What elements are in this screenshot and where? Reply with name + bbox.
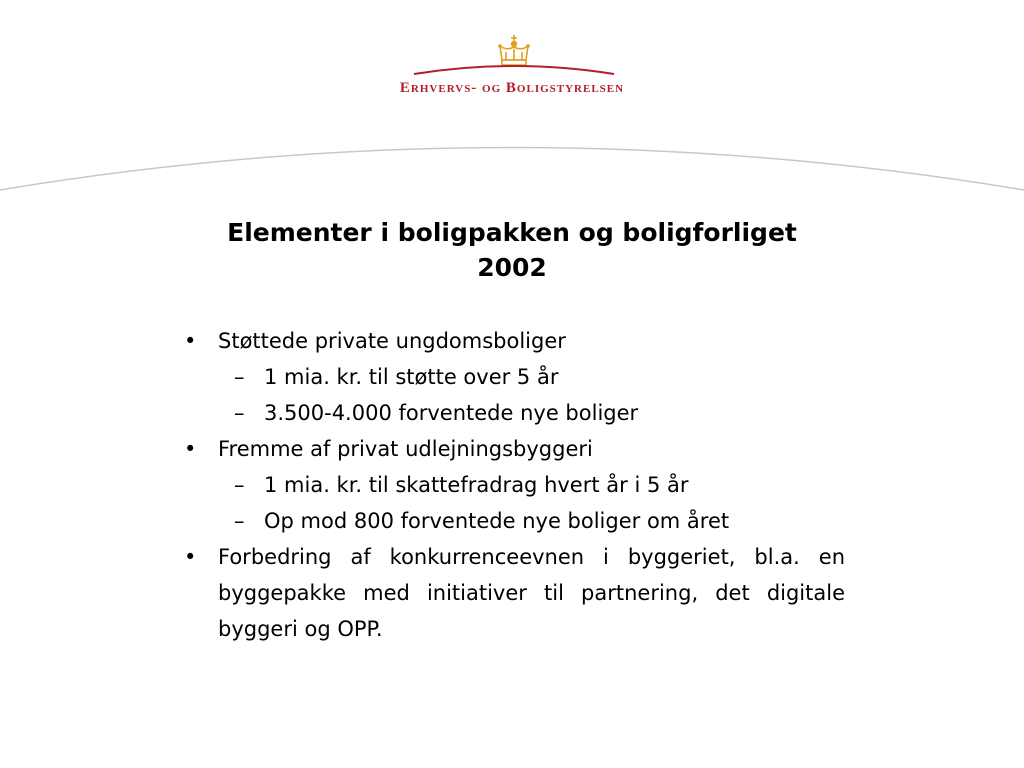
decorative-arc <box>0 130 1024 200</box>
dash-marker: – <box>234 509 245 533</box>
sub-list-item <box>180 395 845 431</box>
sub-list-item-text: 1 mia. kr. til støtte over 5 år <box>264 365 559 389</box>
title-line-2: 2002 <box>477 253 547 282</box>
list-item <box>180 539 845 647</box>
bullet-marker: • <box>184 437 197 461</box>
sub-list-item-text: Op mod 800 forventede nye boliger om året <box>264 509 730 533</box>
sub-list-item <box>180 467 845 503</box>
list-item-text: Fremme af privat udlejningsbyggeri <box>218 437 593 461</box>
list-item-text: Støttede private ungdomsboliger <box>218 329 566 353</box>
slide-title <box>150 215 874 285</box>
logo-swoosh-line <box>410 60 618 80</box>
org-logo-text: Erhvervs- og Boligstyrelsen <box>399 80 625 96</box>
bullet-marker: • <box>184 545 197 569</box>
sub-list-item-text: 1 mia. kr. til skattefradrag hvert år i 5 år <box>264 473 689 497</box>
dash-marker: – <box>234 401 245 425</box>
title-line-1: Elementer i boligpakken og boligforliget <box>227 218 797 247</box>
sub-list-item <box>180 503 845 539</box>
list-item-text: Forbedring af konkurrenceevnen i byggeriet, bl.a. en byggepakke med initiativer til partnering, det digitale byggeri og OPP. <box>218 545 845 641</box>
bullet-marker: • <box>184 329 197 353</box>
list-item <box>180 323 845 359</box>
sub-list-item <box>180 359 845 395</box>
bullet-list <box>180 323 845 647</box>
sub-list-item-text: 3.500-4.000 forventede nye boliger <box>264 401 639 425</box>
dash-marker: – <box>234 473 245 497</box>
list-item <box>180 431 845 467</box>
dash-marker: – <box>234 365 245 389</box>
